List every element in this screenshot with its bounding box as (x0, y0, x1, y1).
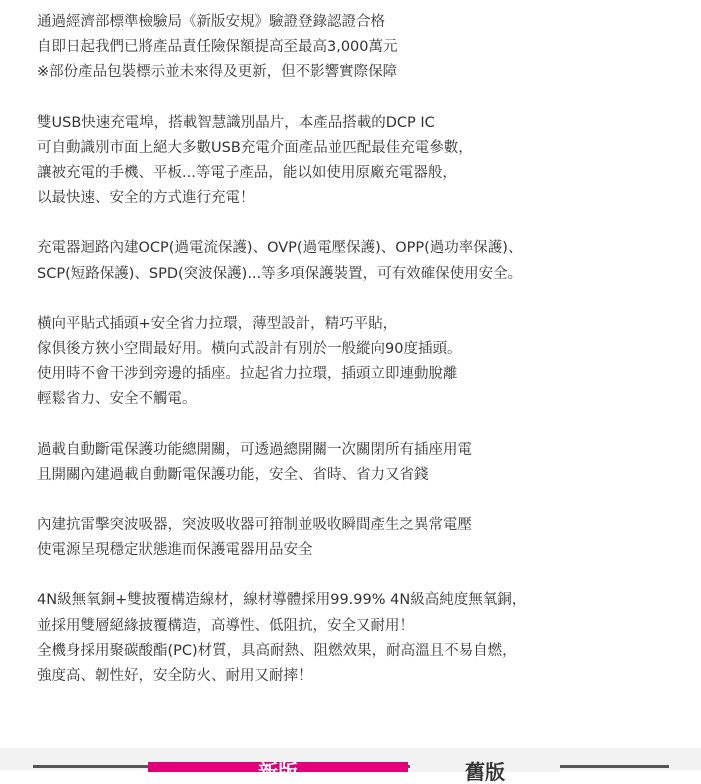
overload-switch-paragraph (37, 438, 677, 488)
cable-material-paragraph (37, 588, 677, 689)
text-line: 過載自動斷電保護功能總開關，可透過總開關一次關閉所有插座用電 (37, 441, 472, 458)
text-line: 全機身採用聚碳酸酯(PC)材質，具高耐熱、阻燃效果，耐高溫且不易自燃， (37, 642, 517, 659)
protection-paragraph (37, 236, 677, 286)
text-line: 傢俱後方狹小空間最好用。橫向式設計有別於一般縱向90度插頭。 (37, 341, 462, 358)
plug-design-paragraph (37, 312, 677, 413)
text-line: 讓被充電的手機、平板...等電子產品，能以如使用原廠充電器般， (37, 165, 457, 182)
text-line: 內建抗雷擊突波吸器，突波吸收器可箝制並吸收瞬間產生之異常電壓 (37, 517, 472, 534)
text-line: 通過經濟部標準檢驗局《新版安規》驗證登錄認證合格 (37, 14, 385, 30)
text-line: 橫向平貼式插頭+安全省力拉環，薄型設計，精巧平貼， (37, 315, 398, 332)
text-line: 使電源呈現穩定狀態進而保護電器用品安全 (37, 542, 313, 559)
usb-charging-paragraph (37, 111, 677, 212)
text-line: SCP(短路保護)、SPD(突波保護)...等多項保護裝置，可有效確保使用安全。 (37, 265, 523, 282)
new-version-tag: 新版 (148, 762, 408, 772)
old-version-tag: 舊版 (410, 762, 560, 772)
surge-absorber-paragraph (37, 513, 677, 563)
text-line: 輕鬆省力、安全不觸電。 (37, 391, 197, 408)
certification-paragraph (37, 10, 677, 86)
text-line: 且開關內建過載自動斷電保護功能，安全、省時、省力又省錢 (37, 466, 429, 483)
product-description (37, 10, 677, 714)
text-line: 自即日起我們已將產品責任險保額提高至最高3,000萬元 (37, 39, 398, 56)
text-line: 以最快速、安全的方式進行充電！ (37, 190, 255, 207)
text-line: ※部份產品包裝標示並未來得及更新，但不影響實際保障 (37, 64, 398, 81)
text-line: 4N級無氧銅+雙披覆構造線材，線材導體採用99.99% 4N級高純度無氧銅， (37, 592, 527, 609)
comparison-banner (0, 748, 701, 784)
text-line: 雙USB快速充電埠，搭載智慧識別晶片，本產品搭載的DCP IC (37, 114, 435, 131)
text-line: 使用時不會干涉到旁邊的插座。拉起省力拉環，插頭立即連動脫離 (37, 366, 458, 383)
text-line: 強度高、韌性好，安全防火、耐用又耐摔！ (37, 668, 313, 685)
text-line: 充電器迴路內建OCP(過電流保護)、OVP(過電壓保護)、OPP(過功率保護)、 (37, 240, 523, 257)
text-line: 可自動識別市面上絕大多數USB充電介面產品並匹配最佳充電參數， (37, 139, 473, 156)
text-line: 並採用雙層絕緣披覆構造，高導性、低阻抗，安全又耐用！ (37, 617, 414, 634)
